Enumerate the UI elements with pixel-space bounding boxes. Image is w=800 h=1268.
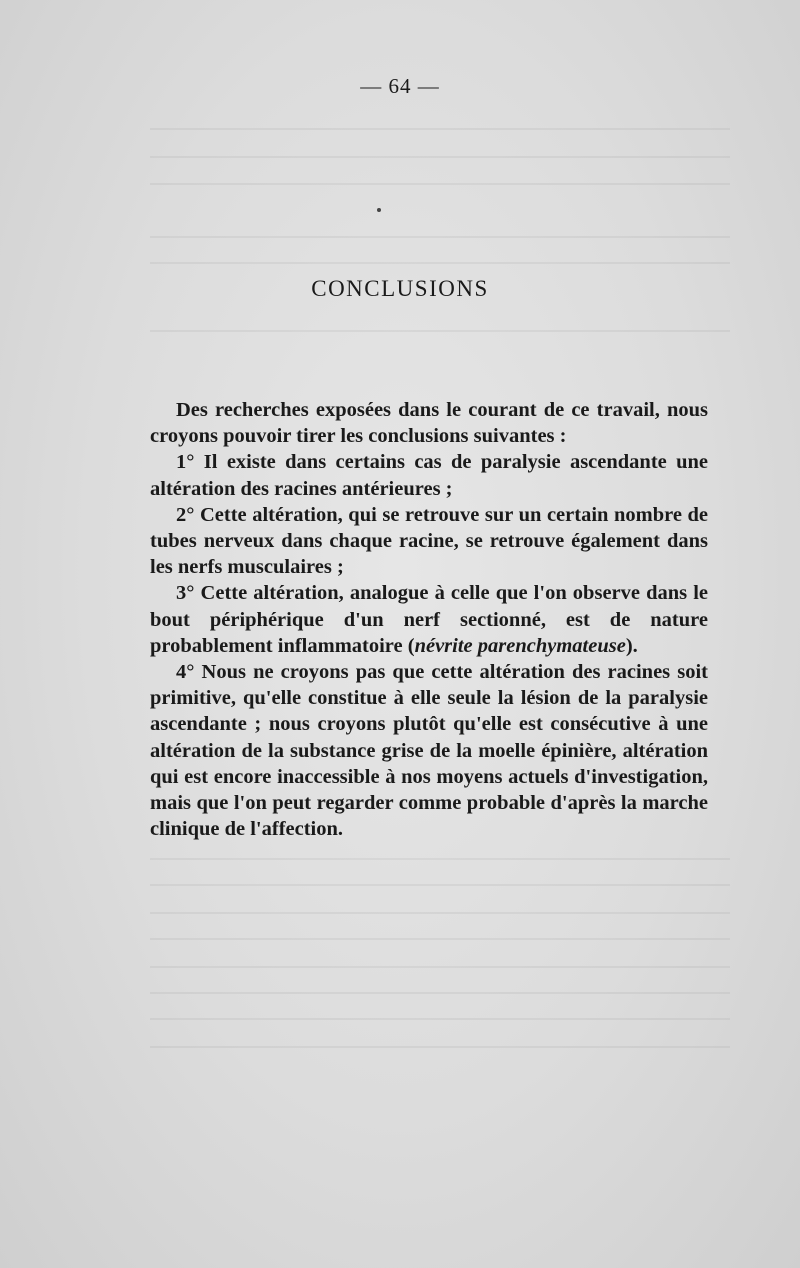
italic-term: névrite parenchymateuse <box>414 634 626 657</box>
bleed-through-line <box>150 938 730 940</box>
bleed-through-line <box>150 183 730 185</box>
bleed-through-line <box>150 858 730 860</box>
paragraph-text: ). <box>625 634 638 657</box>
conclusions-body <box>150 397 708 842</box>
bleed-through-line <box>150 1018 730 1020</box>
bleed-through-line <box>150 1046 730 1048</box>
paragraph-text: 1° Il existe dans certains cas de paralysie ascendante une altération des racines antérieures ; <box>150 451 708 500</box>
bleed-through-line <box>150 128 730 130</box>
paragraph-text: 2° Cette altération, qui se retrouve sur un certain nombre de tubes nerveux dans chaque racine, se retrouve également dans les nerfs musculaires ; <box>150 503 708 579</box>
ink-dot <box>377 208 381 212</box>
paragraph <box>150 659 708 842</box>
bleed-through-line <box>150 912 730 914</box>
paragraph <box>150 449 708 501</box>
bleed-through-line <box>150 966 730 968</box>
paragraph-text: Des recherches exposées dans le courant de ce travail, nous croyons pouvoir tirer les conclusions suivantes : <box>150 399 708 448</box>
paragraph-text: 4° Nous ne croyons pas que cette altération des racines soit primitive, qu'elle constitue à elle seule la lésion de la paralysie ascendante ; nous croyons plutôt qu'elle est consécutive à une altération de la substance grise de la moelle épinière, altération qui est encore inaccessible à nos moyens actuels d'investigation, mais que l'on peut regarder comme probable d'après la marche clinique de l'affection. <box>150 661 708 841</box>
section-heading: CONCLUSIONS <box>311 276 489 301</box>
bleed-through-line <box>150 236 730 238</box>
paragraph <box>150 580 708 659</box>
paragraph <box>150 502 708 581</box>
bleed-through-line <box>150 330 730 332</box>
bleed-through-line <box>150 884 730 886</box>
paragraph <box>150 397 708 449</box>
bleed-through-line <box>150 992 730 994</box>
page-number: — 64 — <box>360 74 440 98</box>
paragraph-text: 3° Cette altération, analogue à celle que l'on observe dans le bout périphérique d'un nerf sectionné, est de nature probablement inflammatoire ( <box>150 582 708 657</box>
bleed-through-line <box>150 156 730 158</box>
bleed-through-line <box>150 262 730 264</box>
